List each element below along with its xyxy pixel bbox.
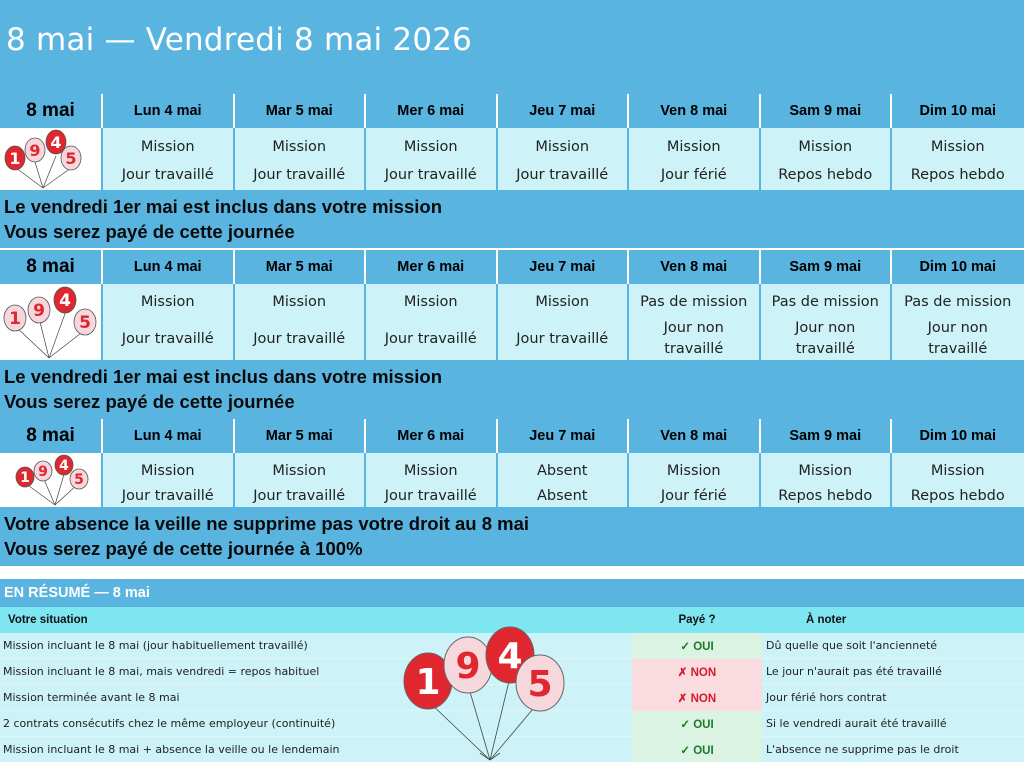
- status-text: Mission: [272, 293, 327, 310]
- day-cell: [892, 128, 1024, 190]
- day-type-text: Jour férié: [660, 166, 727, 183]
- balloon-digit: 4: [497, 636, 523, 677]
- day-header: Sam 9 mai: [761, 94, 893, 128]
- calendar-header-row: [0, 250, 1024, 284]
- paid-badge-cross-icon: ✗ NON: [632, 659, 762, 685]
- scenario-2: [0, 250, 1024, 419]
- status-text: Mission: [666, 462, 721, 479]
- status-text: Mission: [798, 462, 853, 479]
- status-text: Mission: [930, 138, 985, 155]
- day-cell: [366, 284, 498, 360]
- summary-section: [0, 579, 1024, 762]
- balloon-digit: 5: [78, 313, 91, 333]
- day-header: Mar 5 mai: [235, 419, 367, 453]
- date-label: 8 mai: [0, 94, 103, 128]
- day-type-text: Jour travaillé: [516, 330, 609, 347]
- column-header-situation: Votre situation: [8, 614, 88, 626]
- note-line-1: Votre absence la veille ne supprime pas votre droit au 8 mai: [4, 513, 530, 534]
- day-header: Mar 5 mai: [235, 94, 367, 128]
- day-type-text: Jour travaillé: [253, 487, 346, 504]
- day-type-text: Jour travaillé: [384, 487, 477, 504]
- situation-text: Mission incluant le 8 mai, mais vendredi = repos habituel: [3, 665, 320, 678]
- note-line-2: Vous serez payé de cette journée: [4, 221, 295, 242]
- day-header: Mer 6 mai: [366, 94, 498, 128]
- day-cell: [235, 284, 367, 360]
- status-text: Mission: [535, 293, 590, 310]
- scenario-note: [0, 360, 1024, 419]
- day-header: Dim 10 mai: [919, 259, 997, 275]
- balloon-digit: 4: [58, 291, 71, 311]
- balloon-digit: 5: [527, 664, 553, 705]
- status-text: Mission: [403, 293, 458, 310]
- balloon-digit: 9: [455, 646, 481, 687]
- day-type-text: Jour travaillé: [253, 166, 346, 183]
- balloon-digit: 1: [415, 662, 441, 703]
- scenario-3: [0, 419, 1024, 566]
- day-type-text: Jour non travaillé: [795, 320, 856, 357]
- balloons-1945-icon: [398, 621, 578, 762]
- situation-text: 2 contrats consécutifs chez le même employeur (continuité): [3, 717, 336, 730]
- balloon-digit: 5: [73, 472, 84, 488]
- balloon-digit: 5: [64, 149, 77, 168]
- calendar-body-row: [0, 284, 1024, 360]
- status-text: Mission: [140, 462, 195, 479]
- day-header: Mar 5 mai: [235, 250, 367, 284]
- balloon-digit: 1: [8, 309, 21, 329]
- paid-badge-check-icon: ✓ OUI: [632, 633, 762, 659]
- day-cell: [235, 128, 367, 190]
- status-text: Absent: [537, 462, 588, 479]
- note-text: Le jour n'aurait pas été travaillé: [766, 665, 942, 678]
- day-header: Jeu 7 mai: [498, 250, 630, 284]
- balloons-1945-icon: [0, 284, 103, 360]
- scenario-note: [0, 507, 1024, 566]
- day-cell: [498, 453, 630, 507]
- note-line-2: Vous serez payé de cette journée: [4, 391, 295, 412]
- day-header: Jeu 7 mai: [498, 419, 630, 453]
- day-header: Dim 10 mai: [919, 103, 997, 119]
- status-text: Mission: [930, 462, 985, 479]
- paid-badge-check-icon: ✓ OUI: [632, 711, 762, 737]
- balloon-digit: 9: [28, 141, 41, 160]
- note-text: L'absence ne supprime pas le droit: [766, 743, 959, 756]
- day-type-text: Repos hebdo: [910, 487, 1005, 504]
- day-header: Sam 9 mai: [761, 250, 893, 284]
- status-text: Mission: [272, 462, 327, 479]
- day-type-text: Jour travaillé: [121, 487, 214, 504]
- day-type-text: Absent: [537, 487, 588, 504]
- situation-text: Mission incluant le 8 mai + absence la veille ou le lendemain: [3, 743, 340, 756]
- date-label: 8 mai: [0, 419, 103, 453]
- day-header: Dim 10 mai: [919, 428, 997, 444]
- note-text: Jour férié hors contrat: [766, 691, 887, 704]
- day-cell: [892, 453, 1024, 507]
- day-cell: [761, 284, 893, 360]
- day-type-text: Repos hebdo: [778, 166, 873, 183]
- balloon-digit: 1: [19, 470, 30, 486]
- day-header: Jeu 7 mai: [498, 94, 630, 128]
- situation-text: Mission terminée avant le 8 mai: [3, 691, 180, 704]
- day-cell: [761, 453, 893, 507]
- day-cell: [892, 284, 1024, 360]
- day-header: Mer 6 mai: [366, 250, 498, 284]
- note-text: Si le vendredi aurait été travaillé: [766, 717, 947, 730]
- note-line-1: Le vendredi 1er mai est inclus dans votre mission: [4, 196, 442, 217]
- day-cell: [103, 453, 235, 507]
- day-type-text: Jour travaillé: [121, 330, 214, 347]
- status-text: Mission: [403, 138, 458, 155]
- day-type-text: Jour travaillé: [384, 166, 477, 183]
- day-type-text: Repos hebdo: [910, 166, 1005, 183]
- page-header: [0, 0, 1024, 94]
- balloons-1945-icon: [0, 453, 103, 507]
- day-type-text: Jour non travaillé: [663, 320, 724, 357]
- balloon-digit: 4: [49, 133, 62, 152]
- day-header: Ven 8 mai: [629, 250, 761, 284]
- status-text: Mission: [140, 138, 195, 155]
- balloon-digit: 9: [37, 464, 48, 480]
- day-header: Sam 9 mai: [761, 419, 893, 453]
- day-type-text: Jour non travaillé: [927, 320, 988, 357]
- status-text: Mission: [535, 138, 590, 155]
- status-text: Pas de mission: [640, 293, 748, 310]
- day-header: Lun 4 mai: [103, 250, 235, 284]
- day-header: Ven 8 mai: [629, 419, 761, 453]
- day-header: Lun 4 mai: [103, 94, 235, 128]
- day-cell: [103, 128, 235, 190]
- paid-badge-check-icon: ✓ OUI: [632, 737, 762, 762]
- status-text: Mission: [798, 138, 853, 155]
- day-type-text: Jour travaillé: [384, 330, 477, 347]
- calendar-header-row: [0, 419, 1024, 453]
- balloons-1945-icon: [0, 128, 103, 190]
- day-type-text: Jour férié: [660, 487, 727, 504]
- balloon-digit: 4: [58, 458, 69, 474]
- status-text: Mission: [666, 138, 721, 155]
- status-text: Pas de mission: [904, 293, 1012, 310]
- day-cell: [629, 453, 761, 507]
- day-header: Ven 8 mai: [629, 94, 761, 128]
- calendar-body-row: [0, 453, 1024, 507]
- note-line-2: Vous serez payé de cette journée à 100%: [4, 538, 363, 559]
- balloon-digit: 1: [8, 149, 21, 168]
- day-type-text: Jour travaillé: [516, 166, 609, 183]
- situation-text: Mission incluant le 8 mai (jour habituellement travaillé): [3, 639, 308, 652]
- day-cell: [103, 284, 235, 360]
- column-header-note: À noter: [806, 614, 847, 626]
- calendar-body-row: [0, 128, 1024, 190]
- page-title: 8 mai — Vendredi 8 mai 2026: [6, 22, 473, 58]
- scenario-note: [0, 190, 1024, 248]
- day-type-text: Repos hebdo: [778, 487, 873, 504]
- column-header-paid: Payé ?: [678, 614, 716, 626]
- day-cell: [366, 453, 498, 507]
- day-cell: [761, 128, 893, 190]
- balloon-digit: 9: [32, 301, 45, 321]
- day-header: Lun 4 mai: [103, 419, 235, 453]
- summary-title: EN RÉSUMÉ — 8 mai: [0, 579, 1024, 607]
- day-cell: [498, 284, 630, 360]
- status-text: Pas de mission: [771, 293, 879, 310]
- day-type-text: Jour travaillé: [253, 330, 346, 347]
- day-cell: [366, 128, 498, 190]
- calendar-header-row: [0, 94, 1024, 128]
- status-text: Mission: [140, 293, 195, 310]
- note-line-1: Le vendredi 1er mai est inclus dans votre mission: [4, 366, 442, 387]
- date-label: 8 mai: [0, 250, 103, 284]
- day-cell: [629, 284, 761, 360]
- day-type-text: Jour travaillé: [121, 166, 214, 183]
- status-text: Mission: [272, 138, 327, 155]
- status-text: Mission: [403, 462, 458, 479]
- scenario-1: [0, 94, 1024, 248]
- day-cell: [498, 128, 630, 190]
- day-cell: [629, 128, 761, 190]
- paid-badge-cross-icon: ✗ NON: [632, 685, 762, 711]
- note-text: Dû quelle que soit l'ancienneté: [766, 639, 938, 652]
- day-header: Mer 6 mai: [366, 419, 498, 453]
- day-cell: [235, 453, 367, 507]
